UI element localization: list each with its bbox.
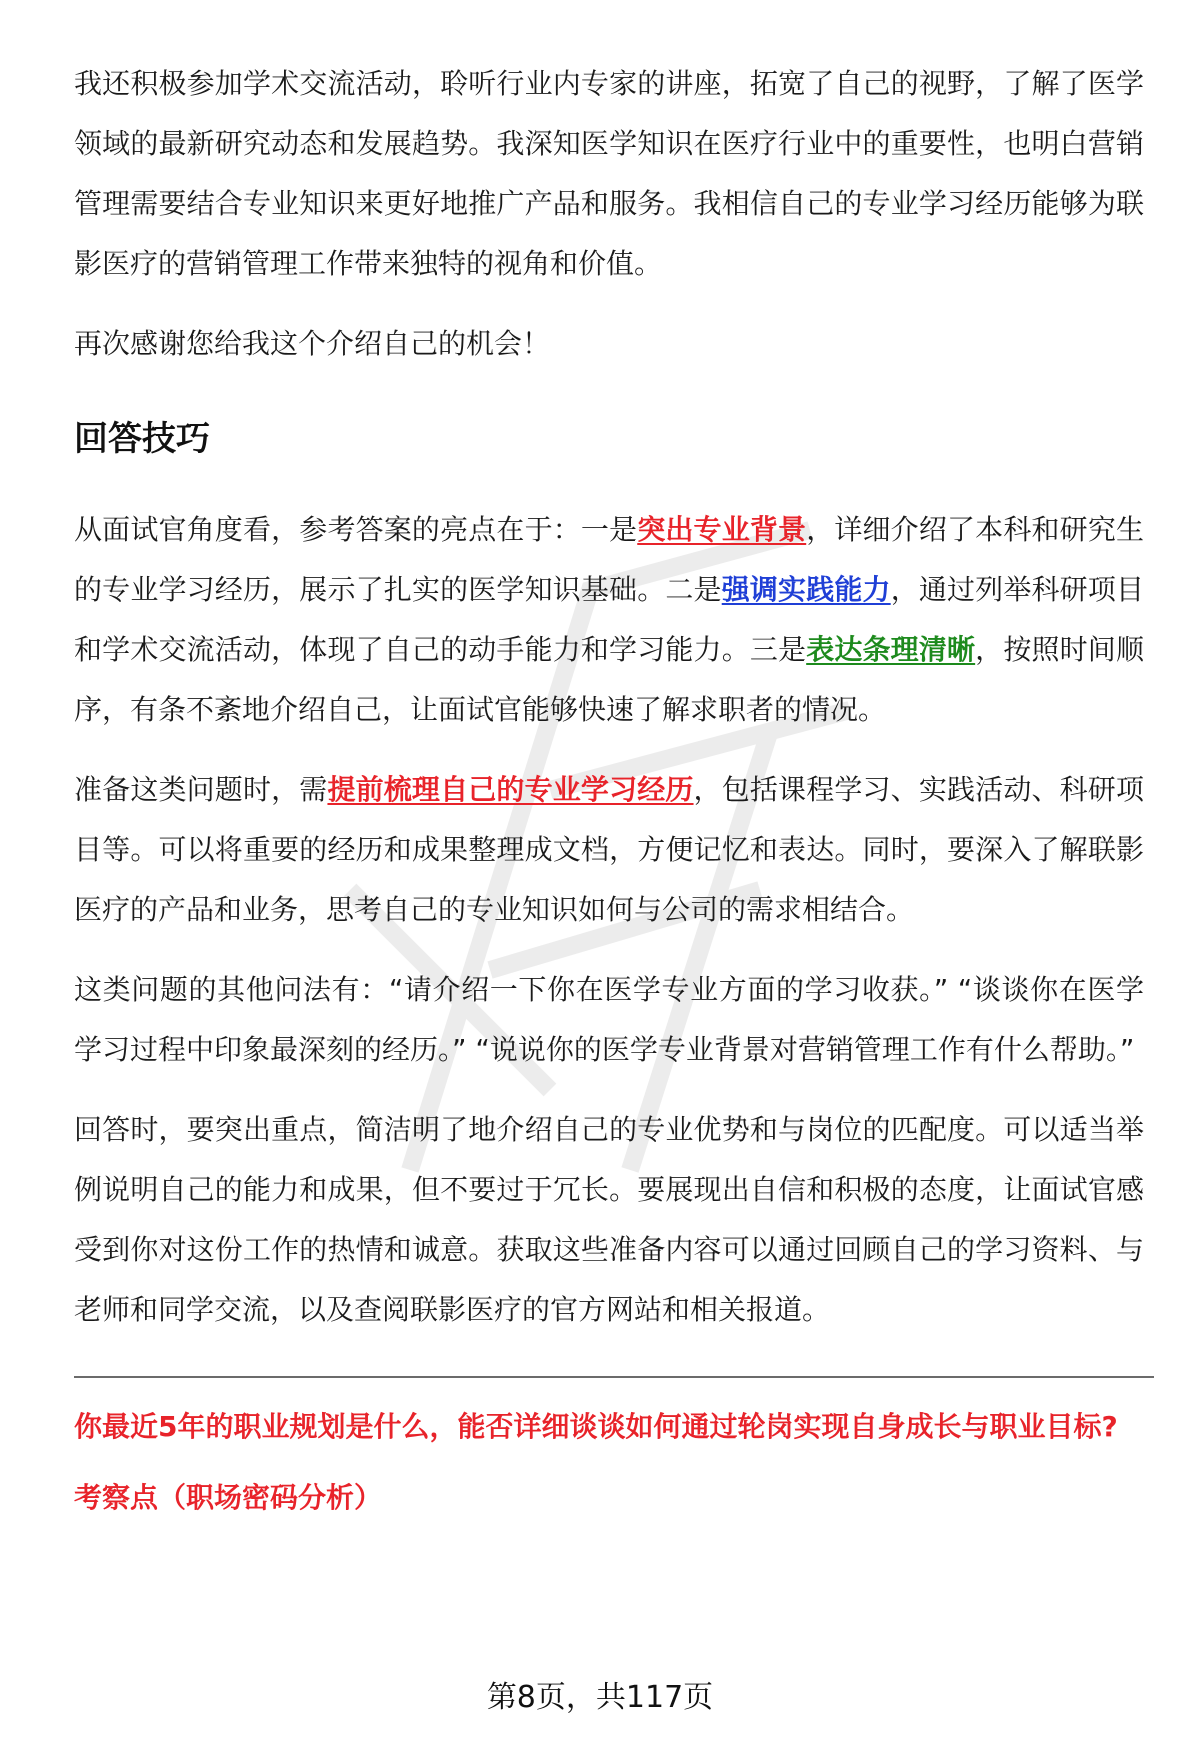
next-question-title: 你最近5年的职业规划是什么，能否详细谈谈如何通过轮岗实现自身成长与职业目标? — [74, 1410, 1118, 1443]
prep-text-2: ，包括课程学习、实践活动、科研项目等。可以将重要的经历和成果整理成文档，方便记忆和表达。同时，要深入了解联影医疗的产品和业务，思考自己的专业知识如何与公司的需求相结合。 — [74, 773, 1144, 926]
highlight-clear-expression: 表达条理清晰 — [806, 633, 976, 666]
prep-text-1: 准备这类问题时，需 — [74, 773, 328, 806]
tips-text-4: ，按照时间顺序，有条不紊地介绍自己，让面试官能够快速了解求职者的情况。 — [74, 633, 1144, 726]
next-question-subhead: 考察点（职场密码分析） — [74, 1481, 383, 1514]
tips-text-3: ，通过列举科研项目和学术交流活动，体现了自己的动手能力和学习能力。三是 — [74, 573, 1144, 666]
tips-paragraph-answering: 回答时，要突出重点，简洁明了地介绍自己的专业优势和与岗位的匹配度。可以适当举例说明自己的能力和成果，但不要过于冗长。要展现出自信和积极的态度，让面试官感受到你对这份工作的热情和诚意。获取这些准备内容可以通过回顾自己的学习资料、与老师和同学交流，以及查阅联影医疗的官方网站和相关报道。 — [74, 1113, 1144, 1326]
thanks-paragraph: 再次感谢您给我这个介绍自己的机会！ — [74, 327, 551, 360]
highlight-professional-background: 突出专业背景 — [637, 513, 807, 546]
highlight-organize-experience: 提前梳理自己的专业学习经历 — [327, 773, 694, 806]
tips-text-2: ，详细介绍了本科和研究生的专业学习经历，展示了扎实的医学知识基础。二是 — [74, 513, 1144, 606]
section-divider — [74, 1376, 1154, 1378]
page-number: 第8页，共117页 — [486, 1680, 714, 1715]
highlight-practical-ability: 强调实践能力 — [721, 573, 891, 606]
tips-paragraph-preparation — [74, 760, 1144, 940]
section-title: 回答技巧 — [74, 419, 210, 459]
tips-text-1: 从面试官角度看，参考答案的亮点在于：一是 — [74, 513, 638, 546]
tips-paragraph-alternatives: 这类问题的其他问法有：“请介绍一下你在医学专业方面的学习收获。” “谈谈你在医学学习过程中印象最深刻的经历。” “说说你的医学专业背景对营销管理工作有什么帮助。” — [74, 973, 1144, 1066]
document-page — [74, 54, 1144, 1518]
intro-paragraph: 我还积极参加学术交流活动，聆听行业内专家的讲座，拓宽了自己的视野，了解了医学领域的最新研究动态和发展趋势。我深知医学知识在医疗行业中的重要性，也明白营销管理需要结合专业知识来更好地推广产品和服务。我相信自己的专业学习经历能够为联影医疗的营销管理工作带来独特的视角和价值。 — [74, 67, 1144, 280]
tips-paragraph-highlights — [74, 500, 1144, 740]
